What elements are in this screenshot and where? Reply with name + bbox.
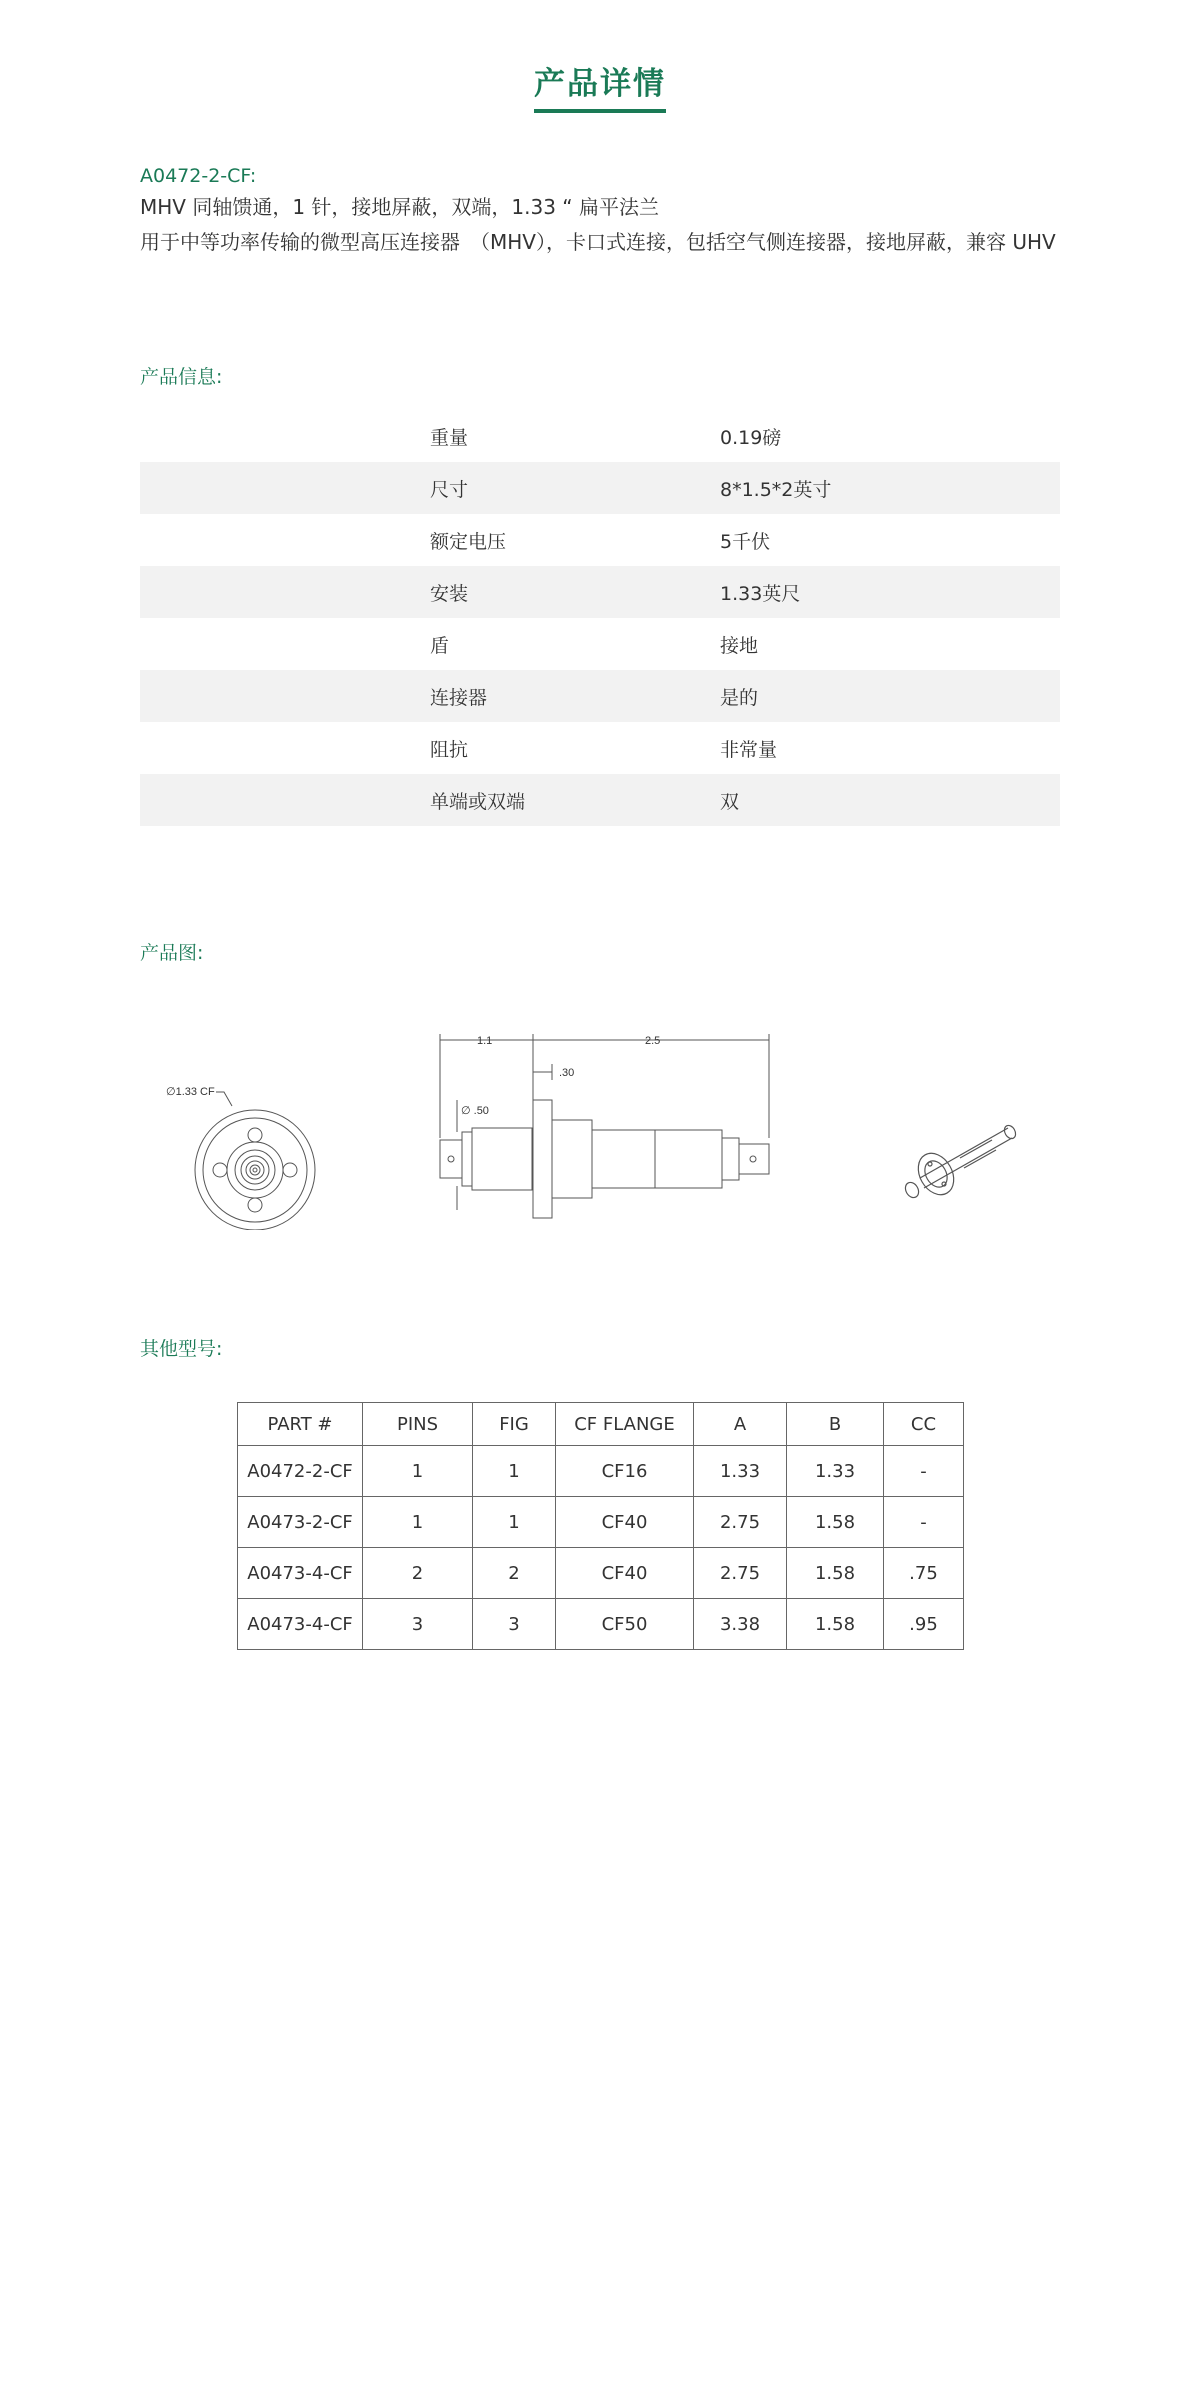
column-header: A xyxy=(694,1403,787,1446)
info-row xyxy=(140,774,1060,826)
info-value: 接地 xyxy=(720,634,759,657)
description-line-1: MHV 同轴馈通，1 针，接地屏蔽，双端，1.33 “ 扁平法兰 xyxy=(140,195,660,219)
table-row xyxy=(238,1599,964,1650)
models-table xyxy=(237,1402,964,1650)
table-row xyxy=(238,1446,964,1497)
dimension-label: 2.5 xyxy=(645,1035,661,1047)
dimension-label: .30 xyxy=(559,1067,575,1079)
front-view-drawing xyxy=(160,1070,320,1230)
table-cell: 1.33 xyxy=(694,1446,787,1497)
info-row xyxy=(140,722,1060,774)
table-cell: 2 xyxy=(473,1548,556,1599)
table-cell: A0472-2-CF xyxy=(238,1446,363,1497)
info-key: 盾 xyxy=(430,634,450,657)
table-cell: 2.75 xyxy=(694,1497,787,1548)
table-cell: 1.58 xyxy=(787,1548,884,1599)
front-view-label: ∅1.33 CF xyxy=(166,1086,215,1098)
table-cell: 1 xyxy=(363,1446,473,1497)
table-cell: 1 xyxy=(473,1497,556,1548)
info-key: 单端或双端 xyxy=(430,790,526,813)
info-value: 1.33英尺 xyxy=(720,582,801,605)
side-view-drawing xyxy=(435,1020,775,1230)
dimension-label: ∅ .50 xyxy=(461,1105,489,1117)
product-intro xyxy=(140,162,1060,260)
column-header: FIG xyxy=(473,1403,556,1446)
info-key: 阻抗 xyxy=(430,738,469,761)
info-key: 尺寸 xyxy=(430,478,469,501)
info-key: 重量 xyxy=(430,426,469,449)
table-row xyxy=(238,1497,964,1548)
info-row xyxy=(140,670,1060,722)
table-cell: 2.75 xyxy=(694,1548,787,1599)
table-cell: 2 xyxy=(363,1548,473,1599)
table-cell: - xyxy=(884,1497,964,1548)
info-row xyxy=(140,618,1060,670)
isometric-view-drawing xyxy=(890,1100,1030,1210)
dimension-label: 1.1 xyxy=(477,1035,493,1047)
table-row xyxy=(238,1548,964,1599)
table-cell: 1.33 xyxy=(787,1446,884,1497)
description-line-2: 用于中等功率传输的微型高压连接器 （MHV），卡口式连接，包括空气侧连接器，接地屏蔽，兼容 UHV xyxy=(140,230,1056,254)
table-cell: 3 xyxy=(473,1599,556,1650)
table-cell: 1 xyxy=(473,1446,556,1497)
table-cell: A0473-4-CF xyxy=(238,1599,363,1650)
table-cell: 1.58 xyxy=(787,1599,884,1650)
info-value: 5千伏 xyxy=(720,530,771,553)
table-header-row xyxy=(238,1403,964,1446)
info-row xyxy=(140,462,1060,514)
column-header: PINS xyxy=(363,1403,473,1446)
table-cell: .75 xyxy=(884,1548,964,1599)
table-cell: A0473-2-CF xyxy=(238,1497,363,1548)
info-value: 非常量 xyxy=(720,738,778,761)
table-cell: A0473-4-CF xyxy=(238,1548,363,1599)
title-wrap xyxy=(0,58,1200,113)
column-header: CF FLANGE xyxy=(556,1403,694,1446)
table-cell: 1 xyxy=(363,1497,473,1548)
models-heading: 其他型号: xyxy=(140,1338,223,1360)
table-cell: CF50 xyxy=(556,1599,694,1650)
info-value: 0.19磅 xyxy=(720,426,782,449)
drawing-heading: 产品图: xyxy=(140,942,204,964)
table-cell: 3.38 xyxy=(694,1599,787,1650)
table-cell: - xyxy=(884,1446,964,1497)
info-value: 双 xyxy=(720,790,740,813)
info-key: 连接器 xyxy=(430,686,488,709)
info-value: 8*1.5*2英寸 xyxy=(720,478,832,501)
info-key: 安装 xyxy=(430,582,469,605)
models-table-wrap xyxy=(237,1402,964,1650)
info-row xyxy=(140,514,1060,566)
table-cell: .95 xyxy=(884,1599,964,1650)
column-header: CC xyxy=(884,1403,964,1446)
model-label: A0472-2-CF: xyxy=(140,165,257,187)
info-value: 是的 xyxy=(720,686,759,709)
table-cell: CF40 xyxy=(556,1548,694,1599)
page-title: 产品详情 xyxy=(534,58,666,113)
column-header: PART # xyxy=(238,1403,363,1446)
table-cell: 1.58 xyxy=(787,1497,884,1548)
column-header: B xyxy=(787,1403,884,1446)
table-cell: CF16 xyxy=(556,1446,694,1497)
info-row xyxy=(140,410,1060,462)
info-heading: 产品信息: xyxy=(140,366,223,388)
table-cell: 3 xyxy=(363,1599,473,1650)
table-cell: CF40 xyxy=(556,1497,694,1548)
info-row xyxy=(140,566,1060,618)
info-table xyxy=(140,410,1060,826)
product-drawings xyxy=(140,1020,1060,1240)
info-key: 额定电压 xyxy=(430,530,507,553)
